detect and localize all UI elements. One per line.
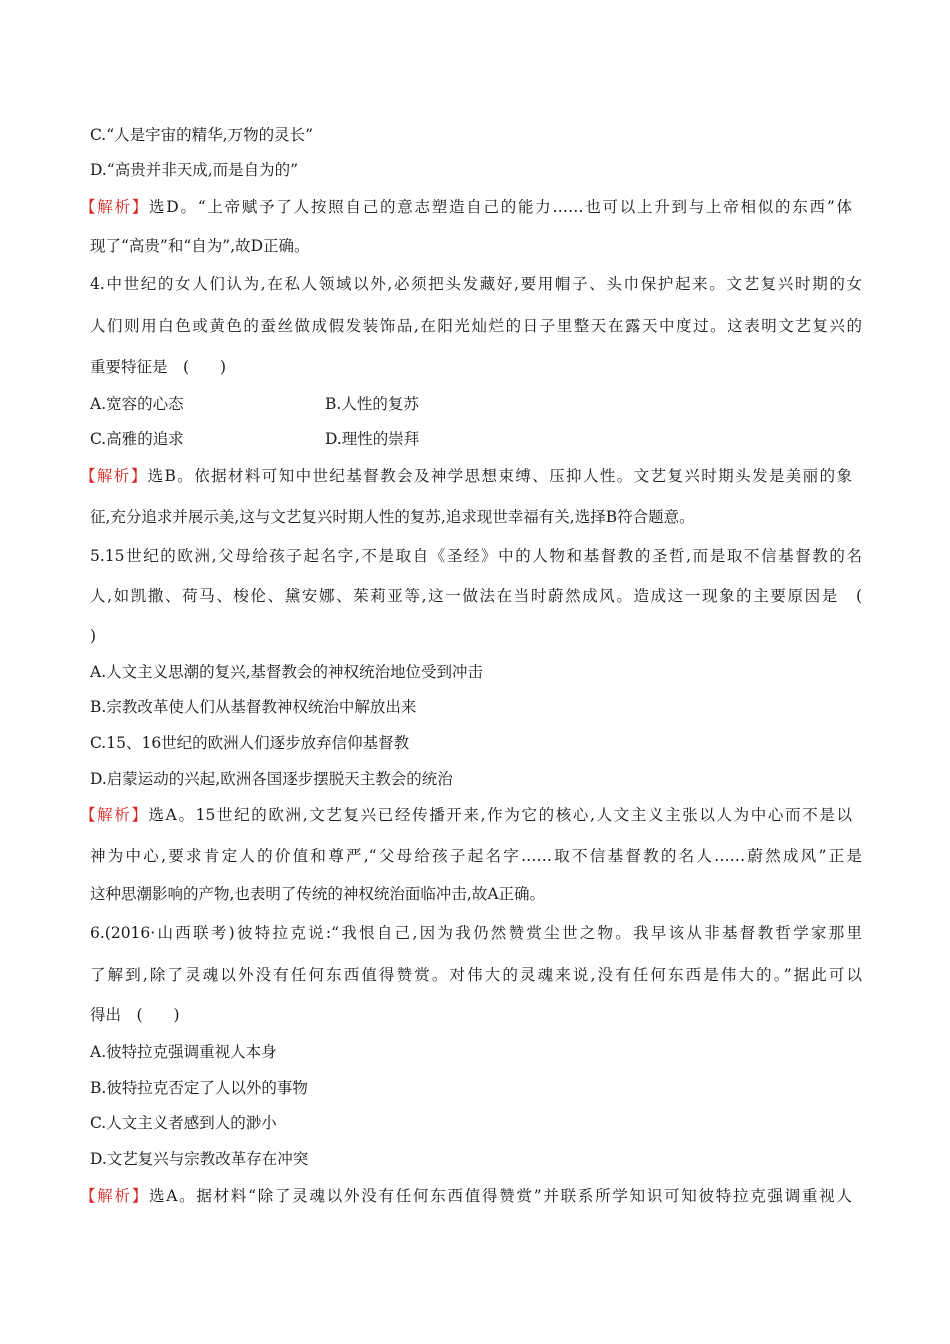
q4-options-row-2 <box>90 429 862 449</box>
q5-option-c: C.15、16世纪的欧洲人们逐步放弃信仰基督教 <box>90 734 410 752</box>
q5-option-b: B.宗教改革使人们从基督教神权统治中解放出来 <box>90 698 417 716</box>
q3-option-c: C.“人是宇宙的精华,万物的灵长” <box>90 126 314 144</box>
q5-analysis-line-1 <box>80 805 852 825</box>
analysis-tag: 【解析】 <box>80 198 150 216</box>
q6-stem-line-3: 得出 ( ) <box>90 1006 180 1024</box>
q5-option-d: D.启蒙运动的兴起,欧洲各国逐步摆脱天主教会的统治 <box>90 770 453 788</box>
analysis-text: 选A。15世纪的欧洲,文艺复兴已经传播开来,作为它的核心,人文主义主张以人为中心而不是以 <box>148 806 852 824</box>
q4-option-d: D.理性的崇拜 <box>325 430 420 448</box>
q6-option-c: C.人文主义者感到人的渺小 <box>90 1114 277 1132</box>
q3-analysis-line-1 <box>80 197 852 217</box>
q6-stem-line-1: 6.(2016·山西联考)彼特拉克说:“我恨自己,因为我仍然赞赏尘世之物。我早该从非基督教哲学家那里 <box>90 924 862 942</box>
q5-stem-line-3: ) <box>90 627 97 645</box>
q5-analysis-line-3: 这种思潮影响的产物,也表明了传统的神权统治面临冲击,故A正确。 <box>90 885 546 903</box>
q6-option-a: A.彼特拉克强调重视人本身 <box>90 1043 277 1061</box>
q4-stem-line-3: 重要特征是 ( ) <box>90 358 227 376</box>
q4-stem-line-1: 4.中世纪的女人们认为,在私人领域以外,必须把头发藏好,要用帽子、头巾保护起来。文艺复兴时期的女 <box>90 275 862 293</box>
analysis-tag: 【解析】 <box>80 806 149 824</box>
analysis-text: 选A。据材料“除了灵魂以外没有任何东西值得赞赏”并联系所学知识可知彼特拉克强调重视人 <box>148 1187 852 1205</box>
analysis-tag: 【解析】 <box>80 1187 149 1205</box>
q5-analysis-line-2: 神为中心,要求肯定人的价值和尊严,“父母给孩子起名字……取不信基督教的名人……蔚然成风”正是 <box>90 847 862 865</box>
q6-option-d: D.文艺复兴与宗教改革存在冲突 <box>90 1150 309 1168</box>
q4-option-a: A.宽容的心态 <box>90 395 184 413</box>
q4-option-c: C.高雅的追求 <box>90 430 184 448</box>
q6-analysis-line-1 <box>80 1186 852 1206</box>
q4-options-row-1 <box>90 394 862 414</box>
q4-option-b: B.人性的复苏 <box>325 395 419 413</box>
q4-analysis-line-1 <box>80 466 852 486</box>
q3-analysis-line-2: 现了“高贵”和“自为”,故D正确。 <box>90 237 310 255</box>
q5-option-a: A.人文主义思潮的复兴,基督教会的神权统治地位受到冲击 <box>90 663 484 681</box>
analysis-text: 选D。“上帝赋予了人按照自己的意志塑造自己的能力……也可以上升到与上帝相似的东西”体 <box>149 198 852 216</box>
q6-stem-line-2: 了解到,除了灵魂以外没有任何东西值得赞赏。对伟大的灵魂来说,没有任何东西是伟大的。”据此可以 <box>90 966 862 984</box>
analysis-tag: 【解析】 <box>80 467 148 485</box>
q3-option-d: D.“高贵并非天成,而是自为的” <box>90 161 299 179</box>
q5-stem-line-2: 人,如凯撒、荷马、梭伦、黛安娜、茱莉亚等,这一做法在当时蔚然成风。造成这一现象的主要原因是 ( <box>90 587 862 605</box>
q5-stem-line-1: 5.15世纪的欧洲,父母给孩子起名字,不是取自《圣经》中的人物和基督教的圣哲,而是取不信基督教的名 <box>90 547 862 565</box>
q6-option-b: B.彼特拉克否定了人以外的事物 <box>90 1079 308 1097</box>
analysis-text: 选B。依据材料可知中世纪基督教会及神学思想束缚、压抑人性。文艺复兴时期头发是美丽的象 <box>147 467 852 485</box>
q4-stem-line-2: 人们则用白色或黄色的蚕丝做成假发装饰品,在阳光灿烂的日子里整天在露天中度过。这表明文艺复兴的 <box>90 317 862 335</box>
q4-analysis-line-2: 征,充分追求并展示美,这与文艺复兴时期人性的复苏,追求现世幸福有关,选择B符合题意。 <box>90 508 695 526</box>
